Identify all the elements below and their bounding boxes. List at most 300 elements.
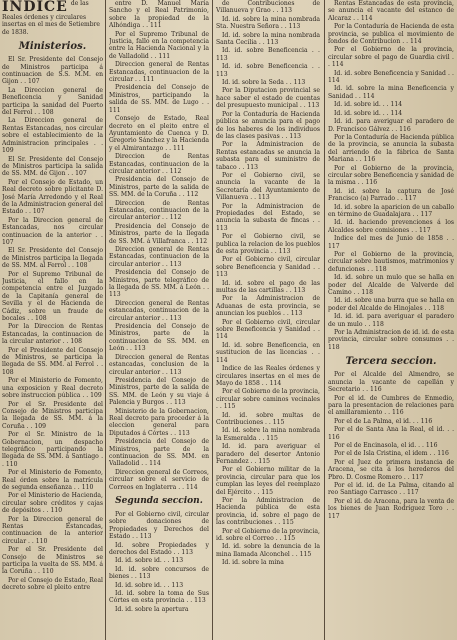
entry-text: Presidencia del Consejo de Ministros, parte telegráfico de la llegada de SS. MM. á León: [109, 269, 209, 292]
index-entry: [328, 459, 454, 481]
index-entry: [328, 251, 454, 273]
index-header: [2, 0, 103, 36]
entry-page-number: 117: [404, 195, 417, 203]
index-entry: [328, 188, 454, 203]
entry-leader: . .: [200, 284, 209, 292]
entry-leader: . .: [171, 549, 182, 557]
index-entry: [216, 497, 320, 527]
entry-list: [109, 0, 209, 491]
entry-text: de Contribuciones de Villanueva y Grao: [216, 0, 320, 15]
index-entry: [216, 388, 320, 410]
index-entry: [109, 176, 209, 198]
index-entry: [328, 0, 454, 22]
index-entry: [216, 342, 320, 364]
entry-page-number: 113: [293, 79, 306, 87]
entry-text: Id. id. sobre el pago de las multas de las cartillas: [216, 279, 320, 295]
index-entry: [328, 85, 454, 100]
entry-page-number: 108: [75, 262, 88, 270]
index-entry: [328, 46, 454, 68]
entry-text: El Sr. Presidente del Consejo de Ministros participa la salida de SS. MM. de Gijon: [2, 155, 103, 178]
index-entry: [2, 347, 103, 377]
entry-page-number: 117: [407, 489, 419, 497]
entry-leader: . .: [328, 53, 454, 69]
entry-leader: . .: [283, 287, 294, 295]
entry-page-number: 118: [432, 304, 444, 312]
entry-leader: . .: [382, 409, 392, 417]
entry-page-number: 114: [390, 101, 403, 109]
entry-text: Id. id. sobre Beneficencia: [222, 63, 308, 71]
index-entry: [328, 204, 454, 219]
index-entry: [328, 450, 454, 457]
entry-page-number: 107: [75, 170, 87, 178]
entry-text: Direccion general de Rentas Estancadas, continuacion de la circular anterior: [109, 246, 209, 268]
entry-page-number: 113: [293, 287, 306, 295]
entry-leader: . .: [351, 289, 362, 297]
entry-text: Id. id. id. para averiguar el paradero de un mulo: [328, 313, 454, 328]
entry-leader: . .: [248, 457, 259, 465]
entry-page-number: 114: [149, 460, 161, 468]
entry-page-number: 110: [41, 568, 54, 576]
entry-leader: . .: [279, 132, 290, 140]
entry-leader: . .: [353, 156, 364, 164]
entry-page-number: 111: [109, 106, 121, 114]
entry-leader: . .: [168, 429, 179, 437]
entry-page-number: 116: [425, 441, 438, 449]
entry-page-number: 113: [216, 54, 228, 62]
entry-leader: . .: [444, 426, 454, 434]
entry-leader: . .: [273, 535, 284, 543]
entry-text: Por el Gobierno civil, se publica la relacion de los pueblos de esta provincia: [216, 233, 320, 255]
entry-leader: . .: [216, 403, 224, 411]
entry-leader: . .: [309, 217, 320, 225]
index-entry: [328, 101, 454, 108]
entry-leader: . .: [443, 235, 454, 243]
entry-page-number: 107: [32, 208, 45, 216]
entry-page-number: 113: [133, 345, 146, 353]
entry-leader: . .: [176, 483, 186, 491]
entry-text: Id. id. para averiguar el paradero del desertor Antonio Fernandez: [216, 443, 320, 465]
entry-leader: . .: [297, 102, 308, 110]
index-entry: [328, 395, 454, 417]
entry-leader: . .: [283, 79, 294, 87]
index-entry: [216, 466, 320, 496]
entry-text: Id. id. sobre Beneficencia, en sustitucion de las licencias: [216, 341, 320, 357]
entry-page-number: 115: [282, 519, 294, 527]
entry-leader: . .: [353, 92, 363, 100]
entry-text: Por la Administracion de Rentas estancadas se anuncia la subasta para el suministro de tabaco: [216, 141, 320, 171]
entry-leader: . .: [259, 379, 270, 387]
index-entry: [109, 153, 209, 175]
entry-text: Id. id. sobre Beneficencia y Sanidad: [334, 69, 446, 77]
entry-text: Id. id. sobre la toma de Sus Córtes en esta provincia: [109, 590, 209, 605]
index-entry: [109, 323, 209, 353]
index-entry: [109, 84, 209, 114]
index-entry: [2, 577, 103, 592]
entry-text: Id. id. sobre id.: [115, 581, 162, 589]
entry-text: Presidencia del Consejo de Ministros, parte de la salida de SS. MM. de León y su viaje á Palencia y Burgos: [109, 376, 209, 407]
entry-text: Por la Administracion de Hacienda pública de esta provincia, id. sobre el pago de las contribuciones: [216, 497, 320, 527]
index-entry: [328, 482, 454, 497]
index-entry: [216, 319, 320, 341]
entry-leader: . .: [176, 191, 187, 199]
column-1: [2, 0, 103, 640]
entry-text: Por la Contaduría de Hacienda de esta provincia, se publica el movimiento de fondos de Contribucion: [328, 23, 454, 46]
index-entry: [328, 297, 454, 312]
index-entry: [109, 557, 209, 564]
index-entry: [216, 543, 320, 558]
index-entry: [2, 179, 103, 216]
index-entry: [328, 371, 454, 393]
entry-page-number: 113: [171, 581, 184, 589]
entry-leader: . .: [395, 195, 405, 203]
index-entry: [328, 498, 454, 520]
entry-page-number: 108: [70, 338, 82, 346]
entry-text: Presidencia del Consejo de Ministros, parte de la llegada de SS. MM. á Villafranca: [109, 222, 209, 245]
entry-page-number: 116: [437, 450, 449, 458]
entry-leader: . .: [263, 418, 273, 426]
entry-page-number: 113: [178, 429, 190, 437]
entry-leader: . .: [401, 473, 412, 481]
entry-leader: . .: [133, 76, 143, 84]
entry-page-number: 114: [269, 379, 282, 387]
index-entry: [328, 274, 454, 296]
entry-text: Por la Contaduría de Hacienda pública de la provincia, se anuncia la subasta del arriendo de la fábrica de Santa Mariana: [328, 133, 454, 164]
entry-text: Por la Administracion de id. id. de esta provincia, circular sobre consumos: [328, 329, 454, 344]
entry-page-number: 113: [169, 368, 182, 376]
entry-leader: . .: [129, 573, 139, 581]
section-heading-tercera: Tercera seccion.: [345, 356, 437, 368]
entry-text: Por el de Encinasola, el id.: [334, 441, 417, 449]
entry-text: Id. id. sobre la mina nombrada Santa Cecilia: [216, 31, 320, 47]
entry-page-number: 118: [372, 320, 384, 328]
entry-page-number: 116: [399, 125, 411, 133]
entry-text: Por la Administracion de Aduanas de esta provincia, se anuncian los pueblos: [216, 295, 320, 318]
index-entry: [109, 566, 209, 581]
column-4: [328, 0, 454, 640]
entry-text: Por el Gobierno militar de la provincia, circular para que los cumplan las leyes del reemplazo del Ejército: [216, 466, 320, 496]
entry-leader: . .: [23, 208, 33, 216]
entry-list: [328, 371, 454, 520]
index-entry: [216, 47, 320, 62]
entry-leader: . .: [307, 47, 320, 55]
entry-page-number: 117: [420, 210, 433, 218]
index-entry: [216, 295, 320, 317]
entry-page-number: 118: [361, 289, 373, 297]
entry-leader: . .: [445, 69, 454, 77]
entry-leader: . .: [130, 533, 140, 541]
index-entry: [216, 203, 320, 233]
entry-leader: . .: [66, 262, 76, 270]
entry-text: Por el Gobierno de la provincia, circular sobre bautismos, matrimonios y defunciones: [328, 251, 454, 273]
entry-leader: . .: [80, 392, 91, 400]
entry-page-number: 116: [365, 179, 378, 187]
index-entry: [2, 469, 103, 491]
index-entry: [216, 365, 320, 387]
entry-page-number: 118: [375, 265, 387, 273]
entry-list: [109, 511, 209, 613]
entry-text: Id. id. sobre concursos de bienes: [109, 565, 209, 581]
entry-page-number: 115: [258, 457, 270, 465]
entry-text: Id. id. sobre Beneficencia: [222, 47, 308, 55]
entry-text: Presidencia del Consejo de Ministros, parte de la continuacion de SS. MM. en León: [109, 323, 209, 353]
entry-leader: . .: [416, 441, 426, 449]
entry-page-number: 113: [139, 533, 152, 541]
index-entry: [216, 559, 320, 566]
index-entry: [328, 118, 454, 133]
entry-text: El Sr. Presidente del Consejo de Ministros participa la llegada de SS. MM. al Ferrol: [2, 247, 103, 270]
entry-text: Indice de las Reales órdenes y circulares insertas en el mes de Mayo de 1858: [216, 365, 320, 387]
entry-leader: . .: [184, 597, 195, 605]
entry-text: Id. id. haciendo prevenciones á los Alcaldes sobre comisiones: [328, 219, 454, 234]
entry-text: Por el Gobierno de la provincia, id. sobre el Correo: [216, 527, 320, 543]
entry-text: Por la Direccion general de Estancadas, nos circular continuacion de la anterior: [2, 216, 103, 239]
index-entry: [2, 492, 103, 514]
index-entry: [2, 401, 103, 431]
entry-text: Por el id. id. de La Palma, citando al reo Santiago Carrasco: [328, 481, 454, 497]
entry-page-number: 108: [42, 109, 54, 117]
entry-leader: . .: [163, 144, 173, 152]
entry-leader: . .: [2, 453, 103, 468]
index-entry: [2, 377, 103, 399]
entry-text: Por la Direccion de Rentas Estancadas, la continuacion de la circular anterior: [2, 323, 103, 346]
index-entry: [109, 438, 209, 468]
entry-page-number: 116: [370, 386, 382, 394]
entry-text: Id. id. sobre un mulo que se halla en poder del Alcalde de Valverde del Camino: [328, 274, 454, 297]
entry-page-number: 115: [299, 550, 312, 558]
entry-leader: . .: [60, 338, 71, 346]
entry-leader: . .: [442, 505, 454, 513]
entry-page-number: 113: [171, 557, 184, 565]
index-entry: [109, 542, 209, 557]
entry-text: Direccion general de Correos, circular sobre el servicio de Correos en Inglaterra: [109, 468, 209, 491]
entry-page-number: 109: [34, 422, 47, 430]
entry-text: Direccion de Rentas Estancadas, continuacion de la circular anterior: [109, 199, 209, 222]
entry-text: Por el Juez de primera instancia de Aracena, se cita á los herederos del Pbro. D. Cosme Romero: [328, 458, 454, 481]
column-2: [109, 0, 209, 640]
entry-page-number: 113: [194, 597, 206, 605]
entry-page-number: 108: [2, 368, 14, 376]
entry-text: Por el de La Palma, el id.: [334, 417, 411, 425]
entry-page-number: 114: [362, 92, 375, 100]
entry-text: La Direccion general de Beneficencia y Sanidad participa la sanidad del Puerto del Ferrol: [2, 86, 103, 117]
index-entry: [2, 247, 103, 269]
index-entry: [109, 511, 209, 541]
column-rule: [105, 0, 106, 640]
index-entry: [328, 235, 454, 250]
entry-page-number: 114: [331, 61, 344, 69]
entry-leader: . .: [161, 581, 172, 589]
entry-page-number: 113: [216, 224, 228, 232]
entry-leader: . .: [256, 434, 267, 442]
entry-leader: . .: [148, 52, 159, 60]
entry-page-number: 116: [363, 156, 376, 164]
entry-leader: . .: [400, 38, 410, 46]
entry-leader: . .: [139, 460, 150, 468]
index-entry: [109, 223, 209, 245]
entry-leader: . .: [360, 386, 371, 394]
entry-page-number: 109: [2, 147, 14, 155]
entry-leader: . .: [269, 248, 279, 255]
entry-page-number: 115: [272, 418, 285, 426]
entry-text: La Direccion general de Rentas Estancadas, nos circular sobre el establecimiento de la Administracion principales: [2, 117, 103, 147]
index-entry: [109, 0, 209, 30]
entry-page-number: 113: [216, 70, 228, 78]
entry-text: Direccion de Rentas Estancadas, continuacion de la circular anterior: [109, 153, 209, 175]
index-entry: [109, 408, 209, 438]
entry-leader: . .: [32, 568, 42, 576]
entry-page-number: 114: [390, 109, 403, 117]
entry-text: Presidencia del Consejo de Ministros, parte de la continuacion de SS. MM. en Valladolid: [109, 438, 209, 468]
entry-page-number: 111: [172, 144, 185, 152]
entry-page-number: 113: [216, 271, 228, 279]
entry-page-number: 113: [173, 399, 186, 407]
entry-leader: . .: [25, 315, 35, 323]
index-entry: [2, 546, 103, 576]
entry-text: Por el Sr. Presidente del Consejo de Ministros se participa la vuelta de SS. MM. á la Coruña: [2, 546, 103, 576]
entry-text: Por el Sr. Presidente del Consejo de Ministros participa la llegada de SS. MM. á la Coruña: [2, 400, 103, 430]
entry-text: Id. id. sobre id.: [115, 557, 162, 565]
entry-leader: . .: [24, 422, 35, 430]
entry-text: Id. id. sobre id.: [334, 101, 381, 109]
index-entry: [216, 233, 320, 255]
entry-page-number: 115: [223, 403, 236, 411]
entry-page-number: 107: [2, 238, 14, 246]
entry-page-number: 116: [420, 417, 433, 425]
column-rule: [324, 0, 325, 640]
entry-page-number: 107: [28, 78, 40, 86]
entry-page-number: 113: [169, 314, 182, 322]
index-entry: [216, 280, 320, 295]
index-entry: [2, 87, 103, 117]
entry-page-number: 113: [246, 163, 259, 171]
entry-text: Id. id. sobre id.: [334, 109, 381, 117]
index-entry: [109, 246, 209, 268]
index-entry: [216, 427, 320, 442]
entry-text: Id. id. sobre la aparicion de un caballo en término de Guadalajara: [328, 203, 454, 218]
index-entry: [109, 61, 209, 83]
entry-text: Id. id. para averiguar el paradero de D. Francisco Gálvez: [328, 118, 454, 133]
entry-leader: . .: [65, 170, 76, 178]
entry-leader: . .: [160, 167, 170, 175]
entry-page-number: 113: [288, 23, 301, 31]
entry-leader: . .: [270, 7, 281, 15]
entry-leader: . .: [251, 488, 262, 496]
entry-text: Por la Contaduría de Hacienda pública se anuncia para el pago de los haberes de los individuos de las clases pasivas: [216, 110, 320, 140]
entry-leader: . .: [140, 22, 150, 30]
entry-text: Por el Ministerio de Fomento, Real órden sobre la matrícula de segunda enseñanza: [2, 469, 103, 491]
entry-leader: . .: [91, 231, 103, 239]
entry-page-number: 117: [418, 226, 431, 234]
entry-list: [216, 0, 320, 567]
entry-text: Por el id. de Cumbres de Enmedio, para la presentacion de relaciones para el amillaramiento: [328, 394, 454, 417]
entry-page-number: 114: [328, 77, 340, 85]
index-entry: [216, 63, 320, 78]
index-title: INDICE: [2, 0, 68, 15]
entry-text: Id. id. sobre multas de Contribuciones: [216, 411, 320, 426]
entry-leader: . .: [93, 361, 103, 369]
entry-leader: . .: [26, 537, 36, 545]
index-entry: [109, 606, 209, 613]
entry-text: entre D. Manuel María Sancho y el Real Patrimonio, sobre la propiedad de la Alhóndiga: [109, 0, 209, 30]
entry-page-number: 113: [109, 291, 121, 299]
entry-text: Rentas Estancadas de esta provincia, se anuncia el vacante del estanco de Alcaraz: [328, 0, 454, 22]
entry-leader: . .: [236, 163, 247, 171]
entry-leader: . .: [380, 101, 391, 109]
entry-leader: . .: [422, 304, 433, 312]
entry-leader: . .: [362, 320, 373, 328]
index-entry: [216, 111, 320, 141]
entry-page-number: 115: [261, 488, 274, 496]
entry-page-number: 110: [5, 460, 18, 468]
entry-text: Por el Gobierno civil, se anuncia la vacante de la Secretaría del Ayuntamiento de Villanueva: [216, 171, 320, 202]
entry-page-number: 111: [142, 76, 155, 84]
index-entry: [2, 271, 103, 323]
index-entry: [328, 70, 454, 85]
entry-leader: . .: [310, 326, 320, 334]
entry-text: Presidencia del Consejo de Ministros, parte de la salida de SS. MM. de la Coruña: [109, 176, 209, 199]
entry-page-number: 115: [283, 535, 296, 543]
entry-page-number: 113: [138, 573, 151, 581]
entry-leader: . .: [164, 399, 174, 407]
entry-page-number: 112: [195, 237, 208, 245]
entry-text: El Sr. Presidente del Consejo de Ministros participa á continuacion de S.S. M.M. en Gijon: [2, 56, 103, 86]
column-rule: [212, 0, 213, 640]
index-entry: [109, 31, 209, 61]
entry-page-number: 114: [216, 356, 228, 364]
index-entry: [216, 0, 320, 15]
entry-leader: . .: [198, 99, 209, 107]
index-entry: [109, 469, 209, 491]
index-entry: [2, 56, 103, 86]
entry-leader: . .: [18, 78, 28, 86]
entry-page-number: 111: [158, 52, 171, 60]
index-entry: [109, 590, 209, 605]
entry-text: Id. id. sobre la apertura: [115, 605, 189, 613]
entry-leader: . .: [442, 336, 454, 344]
entry-leader: . .: [88, 139, 103, 147]
index-entry: [216, 87, 320, 109]
index-entry: [328, 313, 454, 328]
entry-text: Por la Direccion general de Rentas Estancadas, continuacion de la anterior circular: [2, 515, 103, 545]
index-entry: [109, 377, 209, 407]
entry-text: Por el Sr. Ministro de la Gobernacion, un despacho telegráfico participando la llegada de SS. MM. á Santiago: [2, 431, 103, 461]
index-entry: [328, 329, 454, 351]
entry-leader: . .: [355, 179, 366, 187]
entry-text: Id. id. sobre la mina: [222, 559, 284, 567]
index-entry: [109, 200, 209, 222]
entry-leader: . .: [281, 310, 291, 318]
index-entry: [109, 582, 209, 589]
entry-text: Id. id. sobre la mina nombrada la Esmeralda: [216, 427, 320, 442]
index-entry: [328, 23, 454, 45]
entry-leader: . .: [32, 109, 43, 117]
index-entry: [216, 172, 320, 202]
index-entry: [328, 426, 454, 441]
section-heading-ministerios: Ministerios.: [18, 41, 87, 53]
entry-page-number: 113: [289, 132, 302, 140]
entry-leader: . .: [410, 210, 421, 218]
entry-leader: . .: [124, 345, 134, 353]
entry-page-number: 113: [266, 39, 279, 47]
entry-leader: . .: [278, 23, 289, 31]
entry-page-number: 110: [50, 507, 63, 515]
index-entry: [2, 217, 103, 247]
entry-leader: . .: [272, 519, 283, 527]
index-entry: [109, 354, 209, 376]
index-entry: [2, 431, 103, 468]
entry-text: Id. id. sobre una burra que se halla en poder del Alcalde de Hinojales: [328, 297, 454, 312]
section-heading-segunda: Segunda seccion.: [115, 496, 203, 506]
